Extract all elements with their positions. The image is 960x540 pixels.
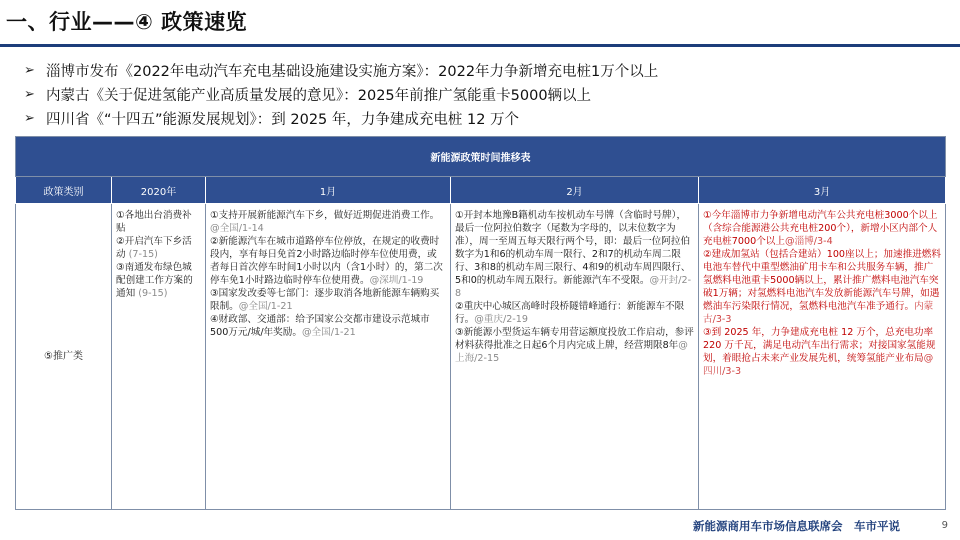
- entry-text: ②重庆中心城区高峰时段桥隧错峰通行：新能源车不限行。: [455, 301, 685, 325]
- entry-source: @四川/3-3: [703, 353, 934, 377]
- entry-text: ②开启汽车下乡活动: [116, 236, 192, 260]
- entry-source: (9-15): [138, 288, 168, 299]
- cell-feb: [451, 204, 699, 510]
- bullet-text: 四川省《“十四五”能源发展规划》：到 2025 年，力争建成充电桩 12 万个: [46, 111, 520, 128]
- title-divider: [0, 44, 960, 47]
- policy-entry: [455, 300, 694, 326]
- entry-text: ①各地出台消费补贴: [116, 210, 192, 234]
- policy-entry: [116, 235, 201, 261]
- entry-text: ③到 2025 年，力争建成充电桩 12 万个，总充电功率 220 万千瓦，满足电动汽车出行需求；对接国家氢能规划，着眼抢占未来产业发展先机，统筹氢能产业布局: [703, 327, 936, 364]
- policy-entry: [455, 326, 694, 365]
- category-cell: ⑤推广类: [16, 204, 112, 510]
- bullet-text: 淄博市发布《2022年电动汽车充电基础设施建设实施方案》：2022年力争新增充电桩1万个以上: [46, 63, 659, 80]
- header-2020: 2020年: [112, 177, 206, 204]
- entry-text: ①开封本地豫B籍机动车按机动车号牌（含临时号牌），最后一位阿拉伯数字（尾数为字母的，以末位数字为准），周一至周五每天限行两个号，即：最后一位阿拉伯数字为1和6的机动车周一限行、2和7的机动车周二限行、3和8的机动车周三限行、4和9的机动车周四限行、5和0的机动车周五限行。新能源汽车不受限。: [455, 210, 691, 286]
- bullet-item: [24, 106, 944, 130]
- policy-entry: [703, 248, 941, 326]
- policy-entry: [210, 235, 446, 287]
- policy-entry: [210, 287, 446, 313]
- cell-mar: [699, 204, 946, 510]
- entry-source: @深圳/1-19: [369, 275, 424, 286]
- entry-text: ①今年淄博市力争新增电动汽车公共充电桩3000个以上（含综合能源港公共充电桩200个），新增小区内部个人充电桩7000个以上: [703, 210, 938, 247]
- arrow-bullet-icon: ➢: [24, 110, 35, 126]
- header-jan: 1月: [206, 177, 451, 204]
- arrow-bullet-icon: ➢: [24, 62, 35, 78]
- table-caption: 新能源政策时间推移表: [16, 137, 946, 177]
- policy-entry: [455, 209, 694, 300]
- bullet-item: [24, 82, 944, 106]
- entry-text: ③南通发布绿色城配创建工作方案的通知: [116, 262, 193, 299]
- policy-entry: [116, 261, 201, 300]
- policy-entry: [210, 313, 446, 339]
- cell-2020: [112, 204, 206, 510]
- entry-text: ②新能源汽车在城市道路停车位停放，在规定的收费时段内，享有每日免首2小时路边临时停车位使用费，或者每日首次停车时间1小时以内（含1小时）的，第二次停车免1小时路边临时停车位使用费。: [210, 236, 443, 286]
- bullet-text: 内蒙古《关于促进氢能产业高质量发展的意见》：2025年前推广氢能重卡5000辆以上: [46, 87, 592, 104]
- page-number: 9: [941, 520, 948, 531]
- header-mar: 3月: [699, 177, 946, 204]
- entry-source: @开封/2-8: [455, 275, 692, 299]
- entry-text: ③国家发改委等七部门：逐步取消各地新能源车辆购买限制。: [210, 288, 440, 312]
- entry-text: ③新能源小型货运车辆专用营运额度投放工作启动，参评材料获得批准之日起6个月内完成上牌，经营期限8年: [455, 327, 694, 351]
- policy-entry: [703, 209, 941, 248]
- entry-source: (7-15): [128, 249, 158, 260]
- policy-entry: [116, 209, 201, 235]
- entry-source: @淄博/3-4: [784, 236, 833, 247]
- entry-source: @重庆/2-19: [474, 314, 528, 325]
- cell-jan: [206, 204, 451, 510]
- entry-source: @全国/1-21: [238, 301, 293, 312]
- page-title: 一、行业——④ 政策速览: [6, 10, 248, 34]
- bullet-item: [24, 58, 944, 82]
- entry-source: 内蒙古/3-3: [703, 301, 934, 325]
- policy-entry: [703, 326, 941, 378]
- entry-source: @全国/1-14: [210, 223, 264, 234]
- header-feb: 2月: [451, 177, 699, 204]
- policy-entry: [210, 209, 446, 235]
- arrow-bullet-icon: ➢: [24, 86, 35, 102]
- entry-text: ①支持开展新能源汽车下乡，做好近期促进消费工作。: [210, 210, 440, 221]
- entry-text: ④财政部、交通部：给予国家公交都市建设示范城市500万元/城/年奖励。: [210, 314, 430, 338]
- entry-source: @全国/1-21: [301, 327, 356, 338]
- footer-brand: 新能源商用车市场信息联席会 车市平说: [693, 519, 900, 533]
- header-category: 政策类别: [16, 177, 112, 204]
- summary-bullets: [24, 58, 944, 130]
- policy-timeline-table: [15, 136, 946, 510]
- entry-text: ②建成加氢站（包括合建站）100座以上；加速推进燃料电池车替代中重型燃油矿用卡车和公共服务车辆，推广氢燃料电池重卡5000辆以上，累计推广燃料电池汽车突破1万辆；对氢燃料电池汽车发放新能源汽车号牌，如遇燃油车污染限行情况，氢燃料电池汽车准予通行。: [703, 249, 941, 312]
- entry-source: @上海/2-15: [455, 340, 688, 364]
- table-row: [16, 204, 946, 510]
